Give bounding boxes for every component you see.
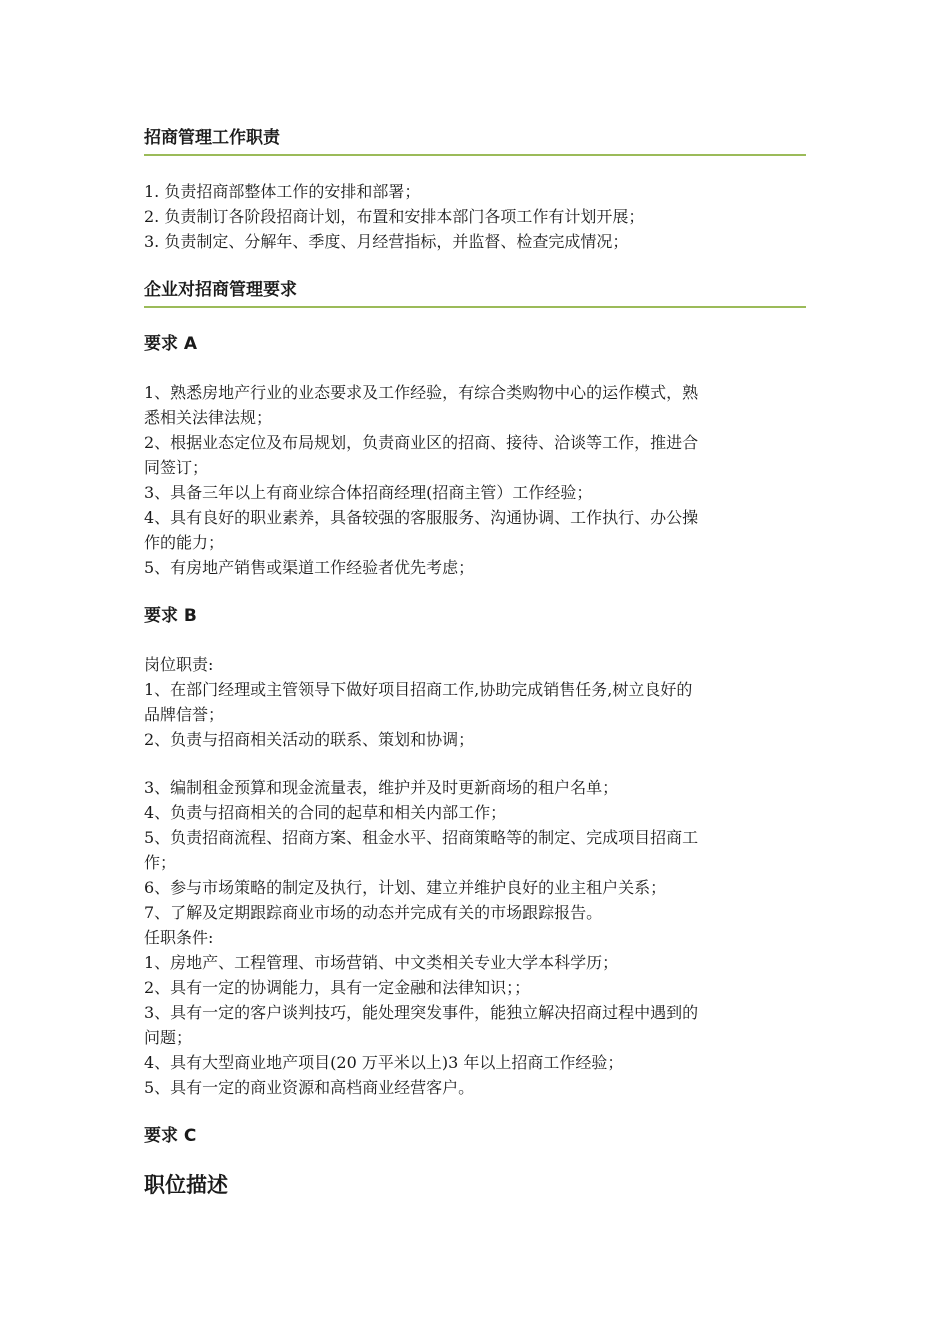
qualifications-title: 任职条件: — [144, 928, 214, 947]
text-line: 5、有房地产销售或渠道工作经验者优先考虑； — [144, 558, 475, 577]
text-line: 2、根据业态定位及布局规划，负责商业区的招商、接待、洽谈等工作，推进合 — [144, 433, 699, 452]
text-line: 同签订； — [144, 458, 209, 477]
text-line: 2、具有一定的协调能力，具有一定金融和法律知识；； — [144, 978, 531, 997]
text-line: 问题； — [144, 1028, 193, 1047]
text-line: 4、具有良好的职业素养，具备较强的客服服务、沟通协调、工作执行、办公操 — [144, 508, 699, 527]
text-line: 6、参与市场策略的制定及执行，计划、建立并维护良好的业主租户关系； — [144, 878, 667, 897]
section-heading-responsibilities: 招商管理工作职责 — [144, 126, 806, 156]
text-line: 悉相关法律法规； — [144, 408, 273, 427]
text-line: 作的能力； — [144, 533, 225, 552]
text-line: 3. 负责制定、分解年、季度、月经营指标，并监督、检查完成情况； — [144, 232, 629, 251]
text-line: 1、房地产、工程管理、市场营销、中文类相关专业大学本科学历； — [144, 953, 619, 972]
text-line: 4、负责与招商相关的合同的起草和相关内部工作； — [144, 803, 507, 822]
text-line: 品牌信誉； — [144, 705, 225, 724]
section-heading-requirements: 企业对招商管理要求 — [144, 278, 806, 308]
text-line: 3、编制租金预算和现金流量表，维护并及时更新商场的租户名单； — [144, 778, 619, 797]
position-description-heading: 职位描述 — [144, 1173, 228, 1197]
text-line: 5、负责招商流程、招商方案、租金水平、招商策略等的制定、完成项目招商工 — [144, 828, 699, 847]
text-line: 1、在部门经理或主管领导下做好项目招商工作,协助完成销售任务,树立良好的 — [144, 680, 693, 699]
requirement-a-heading: 要求 A — [144, 334, 198, 354]
text-line: 5、具有一定的商业资源和高档商业经营客户。 — [144, 1078, 475, 1097]
text-line: 2. 负责制订各阶段招商计划，布置和安排本部门各项工作有计划开展； — [144, 207, 645, 226]
text-line: 作； — [144, 853, 177, 872]
requirement-b-heading: 要求 B — [144, 606, 197, 626]
requirement-c-heading: 要求 C — [144, 1126, 197, 1146]
text-line: 7、了解及定期跟踪商业市场的动态并完成有关的市场跟踪报告。 — [144, 903, 603, 922]
text-line: 1. 负责招商部整体工作的安排和部署； — [144, 182, 421, 201]
text-line: 2、负责与招商相关活动的联系、策划和协调； — [144, 730, 475, 749]
text-line: 4、具有大型商业地产项目(20 万平米以上)3 年以上招商工作经验； — [144, 1053, 624, 1072]
text-line: 3、具备三年以上有商业综合体招商经理(招商主管）工作经验； — [144, 483, 593, 502]
duties-title: 岗位职责: — [144, 655, 214, 674]
text-line: 1、熟悉房地产行业的业态要求及工作经验，有综合类购物中心的运作模式，熟 — [144, 383, 699, 402]
text-line: 3、具有一定的客户谈判技巧，能处理突发事件，能独立解决招商过程中遇到的 — [144, 1003, 699, 1022]
